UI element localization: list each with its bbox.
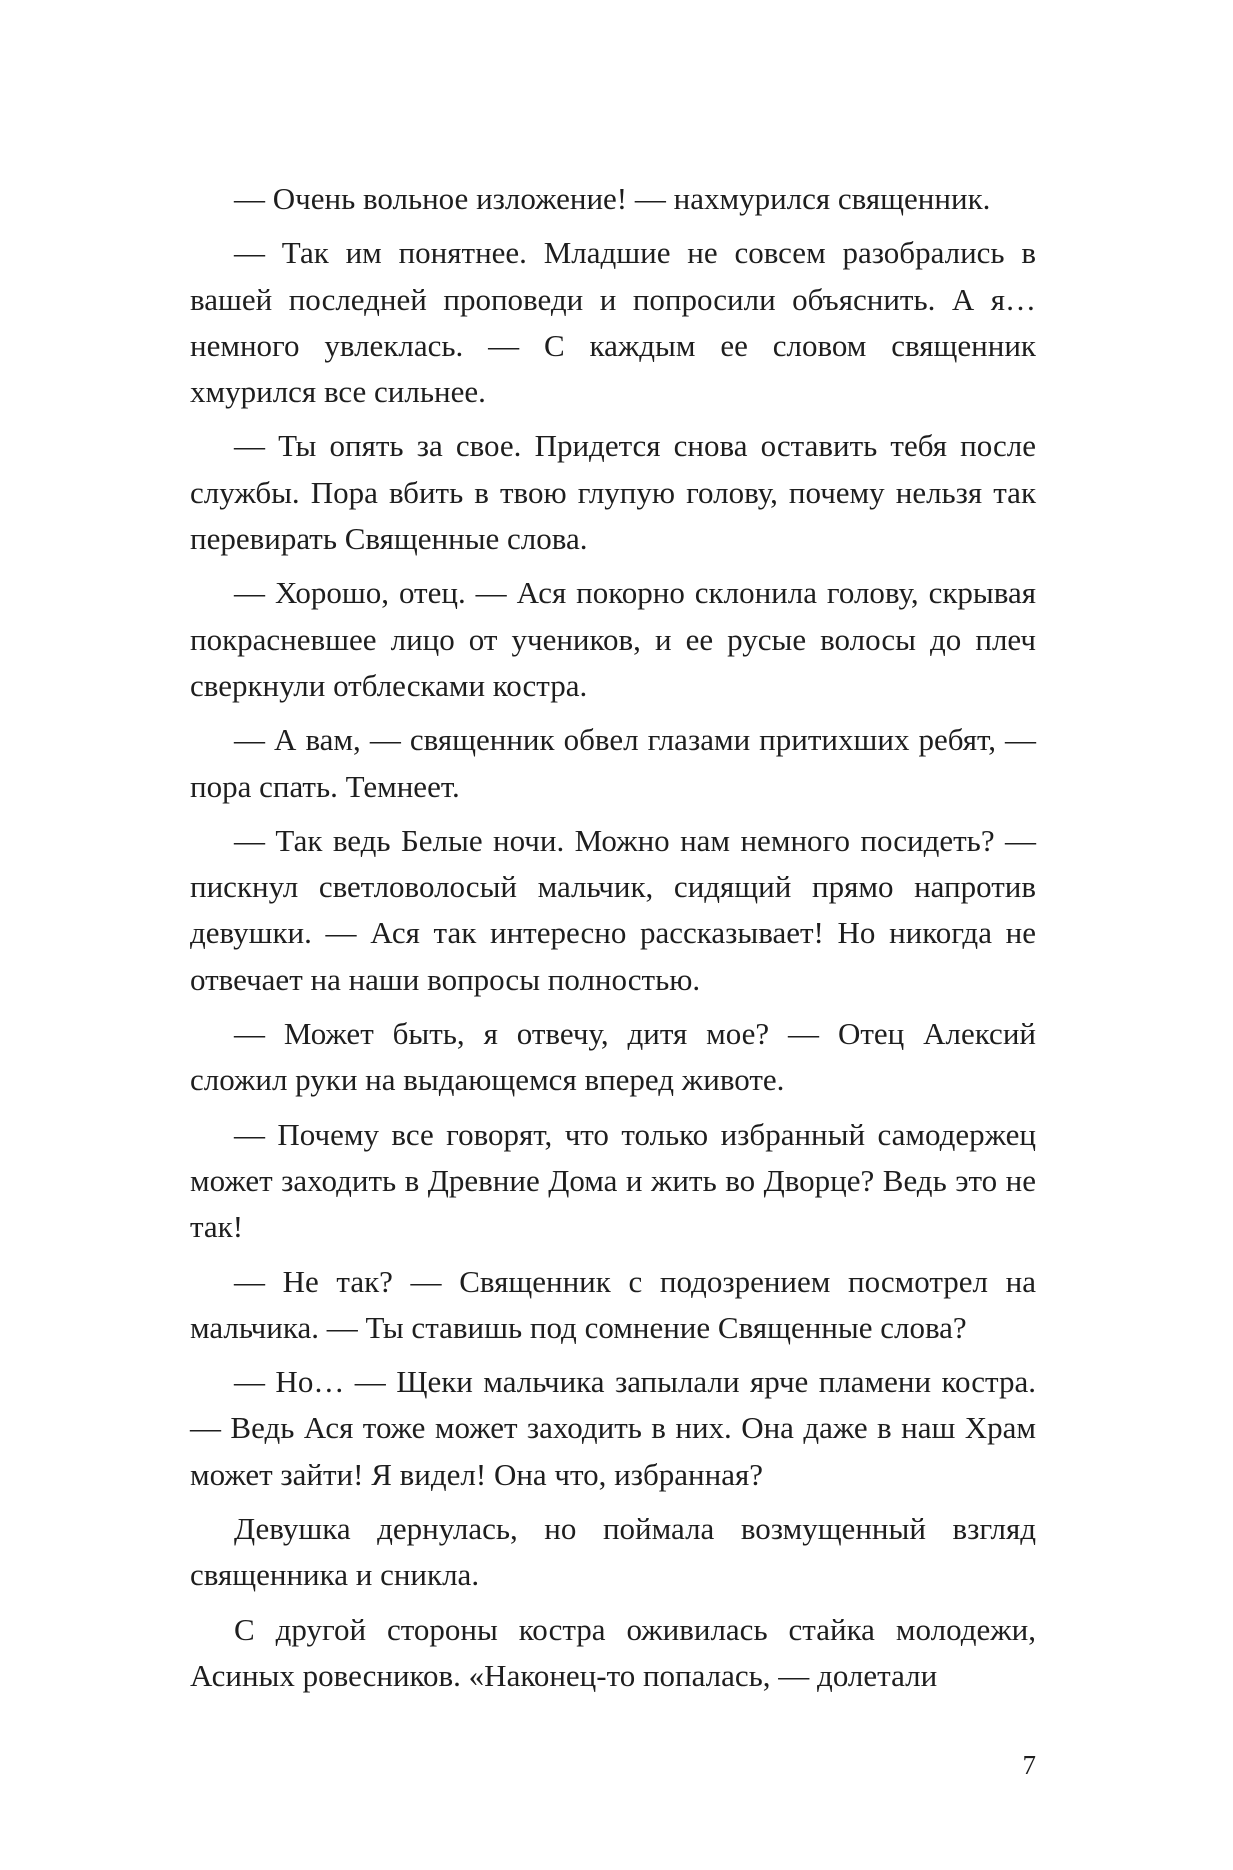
paragraph: С другой стороны костра оживилась стайка молодежи, Асиных ровесников. «Наконец-то попалась, — долетали bbox=[190, 1611, 1036, 1693]
paragraph: — Так им понятнее. Младшие не совсем разобрались в вашей последней проповеди и попросили объяснить. А я… немного увлеклась. — С каждым ее словом священник хмурился все сильнее. bbox=[190, 235, 1036, 410]
paragraph: — Очень вольное изложение! — нахмурился священник. bbox=[234, 181, 991, 216]
paragraph: — Ты опять за свое. Придется снова оставить тебя после службы. Пора вбить в твою глупую голову, почему нельзя так перевирать Священные слова. bbox=[190, 428, 1036, 557]
paragraph: Девушка дернулась, но поймала возмущенный взгляд священника и сникла. bbox=[190, 1511, 1036, 1593]
paragraph: — Может быть, я отвечу, дитя мое? — Отец Алексий сложил руки на выдающемся вперед животе. bbox=[190, 1016, 1036, 1098]
paragraph: — Так ведь Белые ночи. Можно нам немного посидеть? — пискнул светловолосый мальчик, сидящий прямо напротив девушки. — Ася так интересно рассказывает! Но никогда не отвечает на наши вопросы полностью. bbox=[190, 822, 1036, 997]
paragraph: — Но… — Щеки мальчика запылали ярче пламени костра. — Ведь Ася тоже может заходить в них. Она даже в наш Храм может зайти! Я видел! Она что, избранная? bbox=[190, 1364, 1036, 1492]
paragraph: — Не так? — Священник с подозрением посмотрел на мальчика. — Ты ставишь под сомнение Священные слова? bbox=[190, 1263, 1036, 1345]
paragraph: — Почему все говорят, что только избранный самодержец может заходить в Древние Дома и жить во Дворце? Ведь это не так! bbox=[190, 1116, 1036, 1245]
paragraph: — Хорошо, отец. — Ася покорно склонила голову, скрывая покрасневшее лицо от учеников, и ее русые волосы до плеч сверкнули отблесками костра. bbox=[190, 575, 1036, 703]
body-text bbox=[190, 176, 1036, 1707]
page-number: 7 bbox=[1022, 1750, 1036, 1780]
paragraph: — А вам, — священник обвел глазами притихших ребят, — пора спать. Темнеет. bbox=[190, 722, 1036, 804]
